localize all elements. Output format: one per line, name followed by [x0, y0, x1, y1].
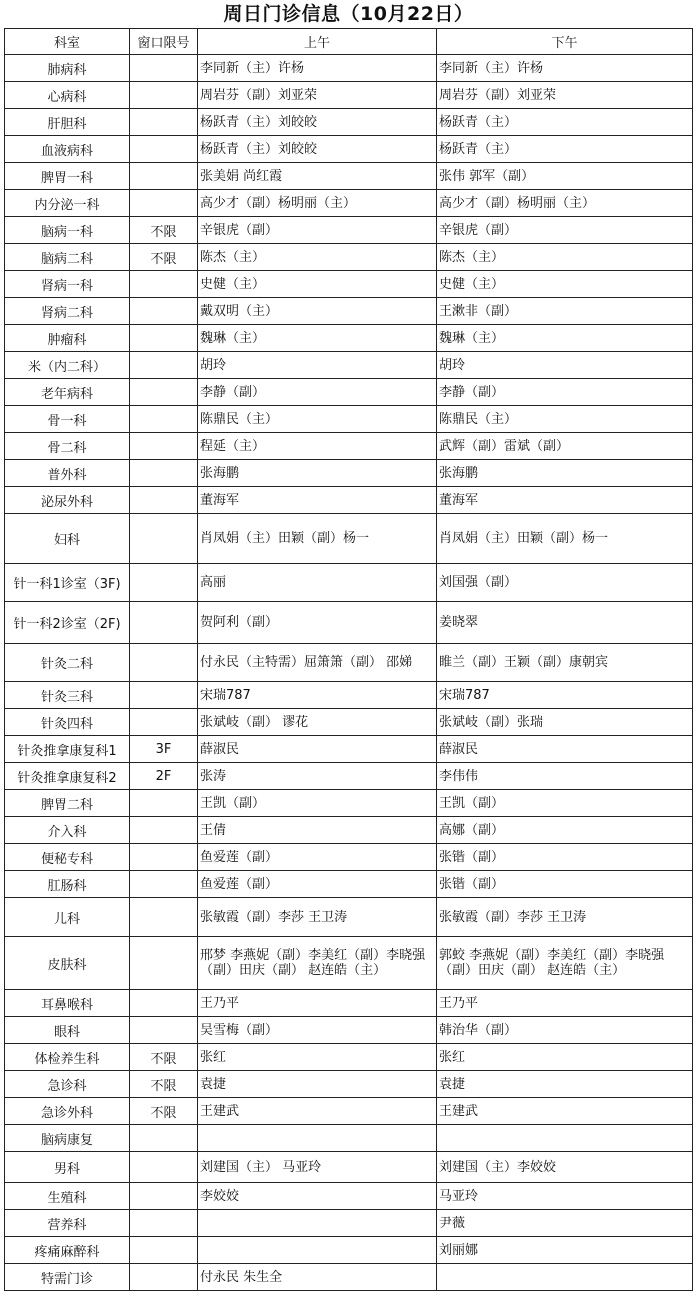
- dept-cell: 脾胃二科: [5, 790, 130, 817]
- table-row: [5, 1071, 693, 1098]
- pm-doctors-cell: 张锴（副）: [437, 844, 693, 871]
- pm-doctors-cell: 王漱非（副）: [437, 298, 693, 325]
- limit-cell: [130, 790, 198, 817]
- am-doctors-cell: 袁捷: [198, 1071, 437, 1098]
- pm-doctors-cell: 韩治华（副）: [437, 1017, 693, 1044]
- dept-cell: 骨二科: [5, 433, 130, 460]
- dept-cell: 脑病一科: [5, 217, 130, 244]
- dept-cell: 男科: [5, 1152, 130, 1183]
- limit-cell: 不限: [130, 217, 198, 244]
- limit-cell: [130, 325, 198, 352]
- dept-cell: 介入科: [5, 817, 130, 844]
- pm-doctors-cell: 董海军: [437, 487, 693, 514]
- am-doctors-cell: 高丽: [198, 564, 437, 602]
- dept-cell: 急诊科: [5, 1071, 130, 1098]
- pm-doctors-cell: 胡玲: [437, 352, 693, 379]
- am-doctors-cell: 刘建国（主） 马亚玲: [198, 1152, 437, 1183]
- table-row: [5, 1210, 693, 1237]
- table-row: [5, 460, 693, 487]
- pm-doctors-cell: 肖凤娟（主）田颖（副）杨一: [437, 514, 693, 564]
- limit-cell: [130, 644, 198, 682]
- pm-doctors-cell: 袁捷: [437, 1071, 693, 1098]
- am-doctors-cell: 史健（主）: [198, 271, 437, 298]
- limit-cell: [130, 990, 198, 1017]
- am-doctors-cell: 陈鼎民（主）: [198, 406, 437, 433]
- limit-cell: 不限: [130, 1098, 198, 1125]
- limit-cell: [130, 163, 198, 190]
- limit-cell: [130, 1152, 198, 1183]
- pm-doctors-cell: 尹薇: [437, 1210, 693, 1237]
- dept-cell: 营养科: [5, 1210, 130, 1237]
- header-limit: 窗口限号: [130, 29, 198, 55]
- dept-cell: 肝胆科: [5, 109, 130, 136]
- pm-doctors-cell: 王建武: [437, 1098, 693, 1125]
- am-doctors-cell: 鱼爱莲（副）: [198, 871, 437, 898]
- limit-cell: 不限: [130, 244, 198, 271]
- table-row: [5, 682, 693, 709]
- limit-cell: [130, 871, 198, 898]
- table-row: [5, 163, 693, 190]
- limit-cell: [130, 136, 198, 163]
- am-doctors-cell: 李姣姣: [198, 1183, 437, 1210]
- table-row: [5, 790, 693, 817]
- am-doctors-cell: 王凯（副）: [198, 790, 437, 817]
- dept-cell: 针灸二科: [5, 644, 130, 682]
- dept-cell: 内分泌一科: [5, 190, 130, 217]
- table-row: [5, 602, 693, 644]
- pm-doctors-cell: 李伟伟: [437, 763, 693, 790]
- dept-cell: 肾病二科: [5, 298, 130, 325]
- pm-doctors-cell: 史健（主）: [437, 271, 693, 298]
- am-doctors-cell: 付永民（主特需）屈箫箫（副） 邵娣: [198, 644, 437, 682]
- limit-cell: [130, 406, 198, 433]
- am-doctors-cell: 胡玲: [198, 352, 437, 379]
- am-doctors-cell: 薛淑民: [198, 736, 437, 763]
- dept-cell: 体检养生科: [5, 1044, 130, 1071]
- pm-doctors-cell: 杨跃青（主）: [437, 109, 693, 136]
- pm-doctors-cell: 高少才（副）杨明丽（主）: [437, 190, 693, 217]
- am-doctors-cell: [198, 1237, 437, 1264]
- am-doctors-cell: 付永民 朱生全: [198, 1264, 437, 1291]
- am-doctors-cell: 张美娟 尚红霞: [198, 163, 437, 190]
- limit-cell: [130, 709, 198, 736]
- am-doctors-cell: [198, 1210, 437, 1237]
- dept-cell: 心病科: [5, 82, 130, 109]
- am-doctors-cell: 张红: [198, 1044, 437, 1071]
- limit-cell: [130, 190, 198, 217]
- table-row: [5, 990, 693, 1017]
- dept-cell: 针灸推拿康复科2: [5, 763, 130, 790]
- header-am: 上午: [198, 29, 437, 55]
- pm-doctors-cell: 张红: [437, 1044, 693, 1071]
- table-row: [5, 644, 693, 682]
- limit-cell: 2F: [130, 763, 198, 790]
- table-row: [5, 898, 693, 937]
- pm-doctors-cell: 陈杰（主）: [437, 244, 693, 271]
- am-doctors-cell: 杨跃青（主）刘皎皎: [198, 136, 437, 163]
- limit-cell: [130, 460, 198, 487]
- dept-cell: 肿瘤科: [5, 325, 130, 352]
- table-row: [5, 487, 693, 514]
- pm-doctors-cell: [437, 1125, 693, 1152]
- dept-cell: 针灸四科: [5, 709, 130, 736]
- dept-cell: 肺病科: [5, 55, 130, 82]
- am-doctors-cell: 王乃平: [198, 990, 437, 1017]
- dept-cell: 妇科: [5, 514, 130, 564]
- dept-cell: 肾病一科: [5, 271, 130, 298]
- table-row: [5, 55, 693, 82]
- dept-cell: 针一科2诊室（2F): [5, 602, 130, 644]
- limit-cell: [130, 82, 198, 109]
- limit-cell: [130, 564, 198, 602]
- dept-cell: 米（内二科）: [5, 352, 130, 379]
- table-row: [5, 1183, 693, 1210]
- table-row: [5, 1237, 693, 1264]
- am-doctors-cell: 张敏霞（副）李莎 王卫涛: [198, 898, 437, 937]
- pm-doctors-cell: 陈鼎民（主）: [437, 406, 693, 433]
- table-row: [5, 564, 693, 602]
- table-row: [5, 244, 693, 271]
- limit-cell: 不限: [130, 1071, 198, 1098]
- limit-cell: [130, 1125, 198, 1152]
- am-doctors-cell: 戴双明（主）: [198, 298, 437, 325]
- table-row: [5, 109, 693, 136]
- dept-cell: 肛肠科: [5, 871, 130, 898]
- limit-cell: [130, 298, 198, 325]
- limit-cell: [130, 271, 198, 298]
- pm-doctors-cell: 杨跃青（主）: [437, 136, 693, 163]
- dept-cell: 脑病康复: [5, 1125, 130, 1152]
- dept-cell: 便秘专科: [5, 844, 130, 871]
- pm-doctors-cell: 李静（副）: [437, 379, 693, 406]
- dept-cell: 生殖科: [5, 1183, 130, 1210]
- limit-cell: [130, 898, 198, 937]
- am-doctors-cell: 程延（主）: [198, 433, 437, 460]
- table-body: [5, 55, 693, 1291]
- table-row: [5, 298, 693, 325]
- header-row: [5, 29, 693, 55]
- table-row: [5, 325, 693, 352]
- am-doctors-cell: [198, 1125, 437, 1152]
- pm-doctors-cell: 宋瑞787: [437, 682, 693, 709]
- am-doctors-cell: 张斌岐（副） 谬花: [198, 709, 437, 736]
- limit-cell: [130, 1210, 198, 1237]
- am-doctors-cell: 魏琳（主）: [198, 325, 437, 352]
- am-doctors-cell: 周岩芬（副）刘亚荣: [198, 82, 437, 109]
- pm-doctors-cell: 武辉（副）雷斌（副）: [437, 433, 693, 460]
- am-doctors-cell: 高少才（副）杨明丽（主）: [198, 190, 437, 217]
- dept-cell: 普外科: [5, 460, 130, 487]
- dept-cell: 骨一科: [5, 406, 130, 433]
- limit-cell: [130, 1183, 198, 1210]
- dept-cell: 针灸三科: [5, 682, 130, 709]
- pm-doctors-cell: 周岩芬（副）刘亚荣: [437, 82, 693, 109]
- am-doctors-cell: 张涛: [198, 763, 437, 790]
- dept-cell: 脾胃一科: [5, 163, 130, 190]
- pm-doctors-cell: 郭蛟 李燕妮（副）李美红（副）李晓强（副）田庆（副） 赵连皓（主）: [437, 937, 693, 990]
- limit-cell: [130, 937, 198, 990]
- table-row: [5, 937, 693, 990]
- dept-cell: 脑病二科: [5, 244, 130, 271]
- pm-doctors-cell: 睢兰（副）王颖（副）康朝宾: [437, 644, 693, 682]
- table-row: [5, 136, 693, 163]
- table-row: [5, 844, 693, 871]
- am-doctors-cell: 王倩: [198, 817, 437, 844]
- schedule-table: [4, 28, 693, 1291]
- table-row: [5, 190, 693, 217]
- limit-cell: [130, 514, 198, 564]
- pm-doctors-cell: 王凯（副）: [437, 790, 693, 817]
- limit-cell: [130, 602, 198, 644]
- dept-cell: 儿科: [5, 898, 130, 937]
- pm-doctors-cell: 马亚玲: [437, 1183, 693, 1210]
- am-doctors-cell: 董海军: [198, 487, 437, 514]
- table-row: [5, 1044, 693, 1071]
- am-doctors-cell: 肖凤娟（主）田颖（副）杨一: [198, 514, 437, 564]
- limit-cell: [130, 379, 198, 406]
- limit-cell: [130, 844, 198, 871]
- am-doctors-cell: 鱼爱莲（副）: [198, 844, 437, 871]
- pm-doctors-cell: 薛淑民: [437, 736, 693, 763]
- am-doctors-cell: 张海鹏: [198, 460, 437, 487]
- table-row: [5, 1017, 693, 1044]
- dept-cell: 泌尿外科: [5, 487, 130, 514]
- am-doctors-cell: 辛银虎（副）: [198, 217, 437, 244]
- am-doctors-cell: 杨跃青（主）刘皎皎: [198, 109, 437, 136]
- table-row: [5, 1264, 693, 1291]
- pm-doctors-cell: 张海鹏: [437, 460, 693, 487]
- limit-cell: [130, 1237, 198, 1264]
- pm-doctors-cell: 王乃平: [437, 990, 693, 1017]
- dept-cell: 皮肤科: [5, 937, 130, 990]
- limit-cell: [130, 352, 198, 379]
- dept-cell: 眼科: [5, 1017, 130, 1044]
- am-doctors-cell: 李同新（主）许杨: [198, 55, 437, 82]
- table-row: [5, 82, 693, 109]
- table-row: [5, 406, 693, 433]
- dept-cell: 耳鼻喉科: [5, 990, 130, 1017]
- table-row: [5, 217, 693, 244]
- table-row: [5, 352, 693, 379]
- pm-doctors-cell: 刘国强（副）: [437, 564, 693, 602]
- limit-cell: [130, 109, 198, 136]
- dept-cell: 针灸推拿康复科1: [5, 736, 130, 763]
- am-doctors-cell: 吴雪梅（副）: [198, 1017, 437, 1044]
- pm-doctors-cell: 张敏霞（副）李莎 王卫涛: [437, 898, 693, 937]
- limit-cell: [130, 55, 198, 82]
- table-row: [5, 514, 693, 564]
- am-doctors-cell: 邢梦 李燕妮（副）李美红（副）李晓强（副）田庆（副） 赵连皓（主）: [198, 937, 437, 990]
- limit-cell: [130, 817, 198, 844]
- am-doctors-cell: 贺阿利（副）: [198, 602, 437, 644]
- pm-doctors-cell: 张斌岐（副）张瑞: [437, 709, 693, 736]
- am-doctors-cell: 李静（副）: [198, 379, 437, 406]
- table-row: [5, 1125, 693, 1152]
- pm-doctors-cell: 高娜（副）: [437, 817, 693, 844]
- pm-doctors-cell: 辛银虎（副）: [437, 217, 693, 244]
- limit-cell: [130, 433, 198, 460]
- am-doctors-cell: 陈杰（主）: [198, 244, 437, 271]
- page-title: 周日门诊信息（10月22日）: [223, 3, 474, 25]
- limit-cell: [130, 1017, 198, 1044]
- table-row: [5, 736, 693, 763]
- pm-doctors-cell: 张锴（副）: [437, 871, 693, 898]
- dept-cell: 老年病科: [5, 379, 130, 406]
- dept-cell: 急诊外科: [5, 1098, 130, 1125]
- limit-cell: 不限: [130, 1044, 198, 1071]
- pm-doctors-cell: [437, 1264, 693, 1291]
- table-row: [5, 379, 693, 406]
- dept-cell: 针一科1诊室（3F): [5, 564, 130, 602]
- table-row: [5, 1152, 693, 1183]
- table-row: [5, 871, 693, 898]
- dept-cell: 血液病科: [5, 136, 130, 163]
- header-pm: 下午: [437, 29, 693, 55]
- limit-cell: [130, 682, 198, 709]
- header-dept: 科室: [5, 29, 130, 55]
- limit-cell: [130, 1264, 198, 1291]
- table-row: [5, 817, 693, 844]
- table-row: [5, 271, 693, 298]
- am-doctors-cell: 王建武: [198, 1098, 437, 1125]
- table-row: [5, 433, 693, 460]
- table-row: [5, 1098, 693, 1125]
- pm-doctors-cell: 李同新（主）许杨: [437, 55, 693, 82]
- table-row: [5, 763, 693, 790]
- pm-doctors-cell: 刘丽娜: [437, 1237, 693, 1264]
- table-row: [5, 709, 693, 736]
- dept-cell: 疼痛麻醉科: [5, 1237, 130, 1264]
- limit-cell: [130, 487, 198, 514]
- limit-cell: 3F: [130, 736, 198, 763]
- pm-doctors-cell: 姜晓翠: [437, 602, 693, 644]
- am-doctors-cell: 宋瑞787: [198, 682, 437, 709]
- pm-doctors-cell: 魏琳（主）: [437, 325, 693, 352]
- pm-doctors-cell: 刘建国（主）李姣姣: [437, 1152, 693, 1183]
- dept-cell: 特需门诊: [5, 1264, 130, 1291]
- pm-doctors-cell: 张伟 郭军（副）: [437, 163, 693, 190]
